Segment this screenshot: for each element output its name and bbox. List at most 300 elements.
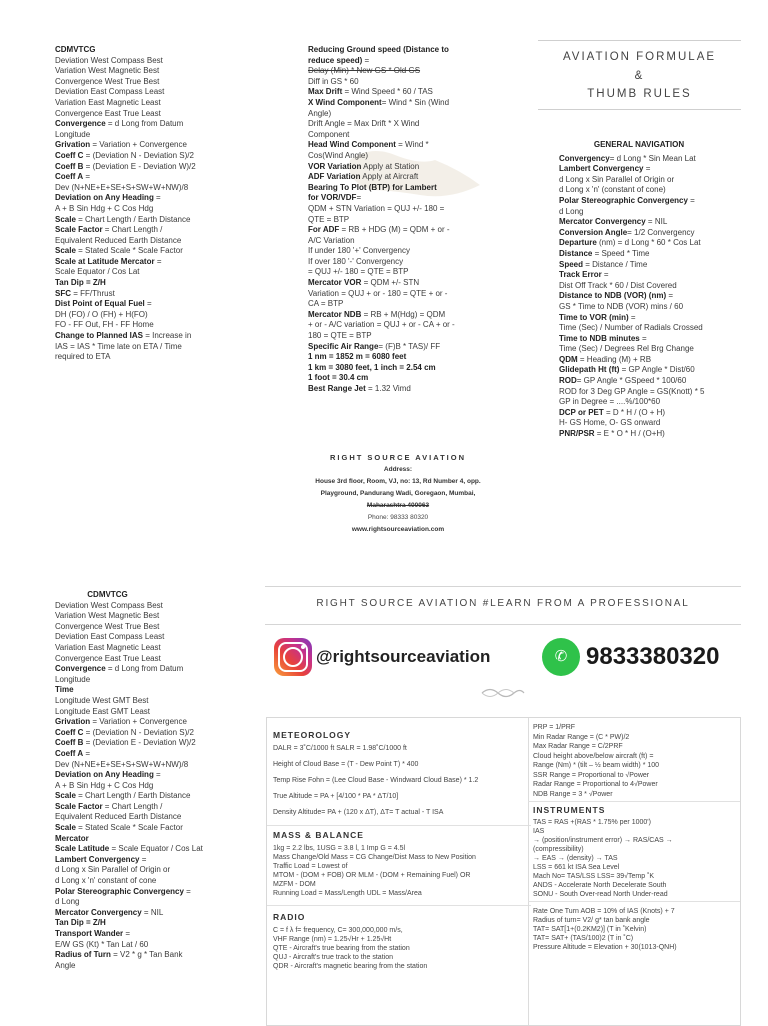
left-top-line (55, 151, 265, 162)
left-bottom-text: = (83, 748, 91, 758)
left-bottom-line (55, 728, 265, 739)
mid-top-text: = QUJ +/- 180 = QTE = BTP (308, 267, 409, 277)
right-top-text: = 1/2 Convergency (627, 227, 695, 237)
mid-top-text: = Wind * Sin (Wind (381, 97, 450, 107)
right-top-text: d Long x Sin Parallel of Origin or (559, 174, 675, 184)
right-top-term: ROD (559, 376, 577, 386)
general-navigation-heading: GENERAL NAVIGATION (593, 140, 685, 149)
left-bottom-text: = Variation + Convergence (90, 717, 187, 727)
right-top-term: Departure (559, 238, 597, 248)
left-top-text: Variation West Magnetic Best (55, 66, 160, 76)
mid-top-term: Mercator NDB (308, 309, 362, 319)
left-bottom-term: Scale Latitude (55, 844, 110, 854)
right-top-text: = (643, 164, 651, 174)
left-bottom-line (55, 961, 265, 972)
left-top-text: DH (FO) / O (FH) + H(FO) (55, 309, 148, 319)
left-bottom-text: Convergence West True Best (55, 621, 160, 631)
meteorology-formula: DALR = 3˚C/1000 ft SALR = 1.98˚C/1000 ft (273, 745, 407, 752)
left-bottom-text: d Long x Sin Parallel of Origin or (55, 865, 171, 875)
left-top-term: Scale (55, 214, 76, 224)
radio-heading: RADIO (273, 912, 306, 922)
right-top-text: d Long (559, 206, 584, 216)
mid-top-text: QTE = BTP (308, 214, 350, 224)
mid-top-line (308, 183, 518, 194)
address-line-3: Maharashtra 400063 (366, 502, 430, 509)
right-top-text: = E * O * H / (O+H) (594, 429, 665, 439)
left-top-line (55, 278, 265, 289)
left-bottom-line (55, 622, 265, 633)
mid-top-line (308, 77, 518, 88)
left-top-line (55, 162, 265, 173)
radio-formula: C = f λ f= frequency, C= 300,000,000 m/s, (273, 927, 403, 934)
left-top-text: = Variation + Convergence (90, 140, 187, 150)
mid-top-text: = QDM +/- STN (361, 278, 420, 288)
mid-top-line (308, 45, 518, 56)
left-bottom-term: Lambert Convergency (55, 854, 140, 864)
left-top-text: = Stated Scale * Scale Factor (75, 246, 183, 256)
left-top-text: = Increase in (143, 331, 192, 341)
right-top-line (559, 185, 744, 196)
left-top-term: CDMVTCG (55, 45, 96, 54)
right-top-line (559, 249, 744, 260)
left-top-line (55, 246, 265, 257)
left-bottom-text: Convergence East True Least (55, 653, 161, 663)
mid-top-text: Component (308, 129, 350, 139)
left-bottom-term: Radius of Turn (55, 950, 111, 960)
instrument-formula: TAS = RAS +(RAS * 1.75% per 1000') (533, 818, 651, 826)
mid-top-line (308, 56, 518, 67)
left-bottom-line (55, 601, 265, 612)
mid-top-line (308, 151, 518, 162)
whatsapp-number[interactable]: 9833380320 (586, 643, 720, 670)
right-top-term: Time to VOR (min) (559, 312, 629, 322)
left-top-term: Coeff A (55, 172, 84, 182)
mid-top-line (308, 278, 518, 289)
left-top-line (55, 183, 265, 194)
left-top-line (55, 267, 265, 278)
right-top-term: Distance to NDB (VOR) (nm) (559, 291, 667, 301)
left-bottom-text: = Chart Length / Earth Distance (75, 791, 191, 801)
radar-formula: Min Radar Range = (C * PW)/2 (533, 733, 630, 741)
mid-top-text: = RB + M(Hdg) = QDM (361, 309, 446, 319)
left-bottom-line (55, 823, 265, 834)
mid-top-text: = Wind * (395, 140, 429, 150)
left-top-text: = d Long from Datum (105, 119, 184, 129)
left-bottom-line (55, 654, 265, 665)
left-top-line (55, 342, 265, 353)
left-top-line (55, 87, 265, 98)
left-top-text: IAS = IAS * Time late on ETA / Time (55, 341, 182, 351)
title-line-3: THUMB RULES (587, 88, 692, 100)
left-top-line (55, 193, 265, 204)
right-top-line (559, 228, 744, 239)
right-top-term: Conversion Angle (559, 227, 628, 237)
right-top-line (559, 270, 744, 281)
left-bottom-line (55, 812, 265, 823)
right-top-line (559, 344, 744, 355)
left-bottom-line (55, 717, 265, 728)
left-top-term: Tan Dip = Z/H (55, 278, 106, 288)
mid-top-line (308, 98, 518, 109)
mid-top-term: Reducing Ground speed (Distance to (308, 45, 449, 54)
left-top-text: Dev (N+NE+E+SE+S+SW+W+NW)/8 (55, 182, 189, 192)
left-bottom-term: Scale (55, 823, 76, 833)
right-top-line (559, 376, 744, 387)
left-top-line (55, 204, 265, 215)
left-top-line (55, 56, 265, 67)
left-bottom-text: Longitude West GMT Best (55, 695, 149, 705)
misc-formula: Rate One Turn AOB = 10% of IAS (Knots) + 7 (533, 907, 675, 915)
meteorology-formula: Density Altitude= PA + (120 x ΔT), ΔT= T actual - T ISA (273, 809, 444, 816)
mid-top-text: Cos(Wind Angle) (308, 150, 369, 160)
mid-top-term: VOR Variation (308, 161, 362, 171)
left-bottom-line (55, 611, 265, 622)
left-bottom-text: d Long x 'n' constant of cone (55, 876, 157, 886)
left-bottom-text: = Scale Equator / Cos Lat (109, 844, 203, 854)
left-top-term: SFC (55, 288, 71, 298)
left-top-term: Coeff C (55, 150, 84, 160)
left-bottom-line (55, 865, 265, 876)
left-top-text: required to ETA (55, 352, 111, 362)
mid-top-text: + or - A/C variation = QUJ + or - CA + or - (308, 320, 455, 330)
right-top-term: QDM (559, 354, 578, 364)
mid-top-text: = (362, 55, 370, 65)
left-bottom-term: Polar Stereographic Convergency (55, 886, 184, 896)
left-bottom-line (55, 940, 265, 951)
left-bottom-line (55, 770, 265, 781)
mass-balance-heading: MASS & BALANCE (273, 830, 364, 840)
mid-top-term: Max Drift (308, 87, 343, 97)
instagram-block[interactable] (274, 636, 490, 678)
left-bottom-text: Deviation West Compass Best (55, 600, 163, 610)
radar-formula: PRP = 1/PRF (533, 724, 576, 731)
mid-top-line (308, 384, 518, 395)
left-bottom-term: Coeff B (55, 738, 84, 748)
mid-top-line (308, 257, 518, 268)
radio-formula: QDR - Aircraft's magnetic bearing from the station (273, 963, 428, 970)
instrument-formula: → EAS → (density) → TAS (533, 854, 618, 862)
meteorology-formula: Temp Rise Fohn = (Lee Cloud Base - Windward Cloud Base) * 1.2 (273, 777, 479, 784)
address-label: Address: (383, 466, 413, 473)
mid-top-term: Mercator VOR (308, 278, 362, 288)
left-bottom-line (55, 876, 265, 887)
left-top-line (55, 289, 265, 300)
left-bottom-term: Convergence (55, 664, 106, 674)
mass-balance-formula: Running Load = Mass/Length UDL = Mass/Area (273, 890, 422, 897)
left-top-line (55, 45, 265, 56)
mid-top-text: Angle) (308, 108, 332, 118)
left-bottom-line (55, 887, 265, 898)
right-top-text: = Heading (M) + RB (577, 354, 652, 364)
left-bottom-text: = (139, 854, 147, 864)
right-top-line (559, 387, 744, 398)
misc-formula: Radius of turn= V2/ g* tan bank angle (533, 916, 650, 924)
right-top-text: = D * H / (O + H) (603, 407, 666, 417)
left-bottom-line (55, 707, 265, 718)
mid-top-term: Bearing To Plot (BTP) for Lambert (308, 182, 437, 192)
meteorology-formula: Height of Cloud Base = (T - Dew Point T) * 400 (273, 761, 419, 768)
left-top-text: = (Deviation E - Deviation W)/2 (83, 161, 196, 171)
mid-top-line (308, 236, 518, 247)
divider-bottom (265, 624, 741, 625)
left-bottom-term: Scale Factor (55, 801, 103, 811)
right-top-term: Lambert Convergency (559, 164, 644, 174)
right-top-term: Polar Stereographic Convergency (559, 195, 688, 205)
left-bottom-term: Mercator Convergency (55, 907, 142, 917)
left-top-line (55, 257, 265, 268)
title-line-1: AVIATION FORMULAE (562, 51, 717, 63)
left-bottom-text: = (123, 929, 131, 938)
right-top-line (559, 302, 744, 313)
right-top-line (559, 164, 744, 175)
mid-top-line (308, 66, 518, 77)
right-top-text: = d Long * Sin Mean Lat (609, 153, 696, 163)
instagram-handle[interactable]: @rightsourceaviation (316, 647, 491, 666)
mid-top-line (308, 342, 518, 353)
left-bottom-text: = (Deviation E - Deviation W)/2 (83, 738, 196, 748)
right-top-line (559, 291, 744, 302)
left-bottom-text: Dev (N+NE+E+SE+S+SW+W+NW)/8 (55, 759, 189, 769)
left-bottom-term: Tan Dip = Z/H (55, 918, 106, 928)
right-top-text: = NIL (645, 217, 668, 227)
left-top-text: = Chart Length / Earth Distance (75, 214, 191, 224)
right-top-column (559, 140, 744, 440)
mid-top-text: CA = BTP (308, 299, 344, 309)
misc-formula: TAT= SAT+ (TAS/100)2 (T in ˚C) (533, 934, 634, 942)
left-top-term: Scale (55, 246, 76, 256)
company-website[interactable]: www.rightsourceaviation.com (351, 526, 445, 533)
left-bottom-text: Longitude East GMT Least (55, 706, 151, 716)
right-top-line (559, 217, 744, 228)
mid-top-line (308, 109, 518, 120)
right-top-text: = Speed * Time (592, 248, 650, 258)
company-phone: Phone: 98333 80320 (367, 514, 429, 521)
left-top-text: = (153, 193, 161, 203)
left-top-text: = (144, 299, 152, 309)
mid-top-text: Delay (Min) * New GS * Old GS (308, 66, 421, 76)
left-top-line (55, 236, 265, 247)
right-top-line (559, 355, 744, 366)
radio-formula: QTE - Aircraft's true bearing from the station (273, 945, 410, 952)
right-top-line (559, 154, 744, 165)
mid-top-term: for VOR/VDF (308, 193, 357, 203)
mass-balance-formula: 1kg = 2.2 lbs, 1USG = 3.8 l, 1 Imp G = 4.5l (273, 845, 406, 852)
left-bottom-line (55, 590, 160, 601)
mid-top-line (308, 310, 518, 321)
mid-top-term: Head Wind Component (308, 140, 396, 150)
mid-top-text: QDM + STN Variation = QUJ +/- 180 = (308, 203, 445, 213)
right-top-term: Convergency (559, 153, 610, 163)
radar-formula: NDB Range = 3 * √Power (533, 790, 613, 798)
mid-top-text: Diff in GS * 60 (308, 76, 359, 86)
right-top-text: = Distance / Time (583, 259, 648, 269)
left-bottom-text: Variation East Magnetic Least (55, 642, 161, 652)
meteorology-heading: METEOROLOGY (273, 730, 352, 740)
mid-top-line (308, 87, 518, 98)
left-bottom-term: CDMVTCG (87, 590, 128, 599)
right-top-term: Time to NDB minutes (559, 333, 640, 343)
right-top-text: Time (Sec) / Degrees Rel Brg Change (559, 344, 694, 354)
mid-top-text: = Wind Speed * 60 / TAS (342, 87, 433, 97)
radio-formula: QUJ - Aircraft's true track to the station (273, 954, 393, 961)
left-top-text: = Chart Length / (102, 225, 163, 235)
left-bottom-term: Time (55, 685, 74, 695)
mid-top-term: Best Range Jet (308, 384, 366, 393)
left-top-text: A + B Sin Hdg + C Cos Hdg (55, 203, 154, 213)
mid-top-term: 1 km = 3080 feet, 1 inch = 2.54 cm (308, 362, 436, 372)
left-bottom-line (55, 950, 265, 961)
middle-top-column (308, 45, 518, 395)
left-bottom-line (55, 781, 265, 792)
left-bottom-term: Mercator (55, 833, 89, 843)
left-bottom-line (55, 908, 265, 919)
mid-top-term: For ADF (308, 225, 340, 235)
left-top-term: Coeff B (55, 161, 84, 171)
right-top-line (559, 238, 744, 249)
mid-top-line (308, 299, 518, 310)
mid-top-text: = 1.32 Vimd (365, 384, 411, 393)
left-bottom-text: = d Long from Datum (105, 664, 184, 674)
left-bottom-line (55, 738, 265, 749)
whatsapp-block[interactable] (542, 636, 719, 678)
ornament-icon (478, 686, 526, 700)
left-bottom-text: Angle (55, 960, 76, 970)
misc-formula: Pressure Altitude = Elevation + 30(1013-QNH) (533, 943, 677, 951)
right-top-line (559, 323, 744, 334)
mid-top-text: If over 180 '-' Convergency (308, 256, 404, 266)
mid-top-text: Apply at Station (361, 161, 420, 171)
title-box (538, 40, 741, 110)
instrument-formula: Mach No= TAS/LSS LSS= 39√Temp ˚K (533, 872, 655, 880)
mid-top-text: = (F)B * TAS)/ FF (378, 341, 441, 351)
left-bottom-line (55, 844, 265, 855)
left-bottom-line (55, 834, 265, 845)
mass-balance-formula: Traffic Load = Lowest of (273, 863, 348, 870)
right-top-line (559, 196, 744, 207)
left-top-text: Deviation East Compass Least (55, 87, 165, 97)
left-top-line (55, 66, 265, 77)
mass-balance-formula: Mass Change/Old Mass = CG Change/Dist Mass to New Position (273, 854, 476, 861)
right-top-line (559, 334, 744, 345)
instrument-formula: ANDS - Accelerate North Decelerate South (533, 881, 667, 889)
right-top-term: Speed (559, 259, 584, 269)
right-top-text: H- GS Home, O- GS onward (559, 418, 661, 428)
left-top-text: FO - FF Out, FH - FF Home (55, 320, 154, 330)
mid-top-term: ADF Variation (308, 172, 361, 182)
left-bottom-line (55, 918, 265, 929)
left-bottom-text: Variation West Magnetic Best (55, 611, 160, 621)
right-top-term: Track Error (559, 270, 602, 280)
left-top-text: Convergence East True Least (55, 108, 161, 118)
mid-top-term: Specific Air Range (308, 341, 379, 351)
left-top-line (55, 352, 265, 363)
tagline: RIGHT SOURCE AVIATION #LEARN FROM A PROFESSIONAL (316, 598, 690, 609)
right-top-text: Time (Sec) / Number of Radials Crossed (559, 323, 703, 333)
mid-top-text: = (356, 193, 362, 203)
left-top-line (55, 320, 265, 331)
left-bottom-term: Transport Wander (55, 929, 124, 938)
left-bottom-text: = NIL (141, 907, 164, 917)
left-top-line (55, 119, 265, 130)
mid-top-line (308, 119, 518, 130)
left-top-line (55, 310, 265, 321)
left-bottom-line (55, 760, 265, 771)
right-top-line (559, 365, 744, 376)
right-top-term: Glidepath Ht (ft) (559, 365, 620, 375)
mid-top-text: = RB + HDG (M) = QDM + or - (339, 225, 450, 235)
radar-formula: Radar Range = Proportional to 4√Power (533, 781, 658, 788)
left-bottom-line (55, 675, 265, 686)
mid-top-line (308, 246, 518, 257)
mid-top-line (308, 193, 518, 204)
mid-top-line (308, 140, 518, 151)
left-top-line (55, 109, 265, 120)
right-top-line (559, 408, 744, 419)
company-block (298, 452, 498, 536)
mid-top-line (308, 267, 518, 278)
right-top-line (559, 281, 744, 292)
instrument-formula: → (position/instrument error) → RAS/CAS → (533, 836, 673, 844)
left-bottom-line (55, 897, 265, 908)
left-top-line (55, 140, 265, 151)
misc-formula: TAT= SAT[1+(0.2KM2)] (T in ˚Kelvin) (533, 925, 647, 933)
left-bottom-term: Deviation on Any Heading (55, 770, 154, 780)
mid-top-line (308, 352, 518, 363)
mid-top-text: 180 = QTE = BTP (308, 331, 372, 341)
left-top-term: Change to Planned IAS (55, 331, 144, 341)
left-top-text: Convergence West True Best (55, 76, 160, 86)
left-bottom-line (55, 696, 265, 707)
left-bottom-text: = Chart Length / (102, 801, 163, 811)
instruments-heading: INSTRUMENTS (533, 804, 606, 815)
left-top-line (55, 98, 265, 109)
left-bottom-text: = (153, 770, 161, 780)
left-top-text: = (Deviation N - Deviation S)/2 (83, 150, 194, 160)
left-top-line (55, 215, 265, 226)
right-top-line (559, 397, 744, 408)
right-top-term: Mercator Convergency (559, 217, 646, 227)
radar-formula: Max Radar Range = C/2PRF (533, 743, 623, 750)
right-top-text: ROD for 3 Deg GP Angle = GS(Knott) * 5 (559, 386, 705, 396)
mid-top-line (308, 215, 518, 226)
title-line-2: & (634, 69, 645, 82)
radar-formula: Cloud height above/below aircraft (ft) = (533, 752, 654, 760)
right-top-text: GP in Degree = ....%/100*60 (559, 397, 661, 407)
left-top-term: Grivation (55, 140, 91, 150)
right-top-term: PNR/PSR (559, 429, 595, 439)
left-top-term: Deviation on Any Heading (55, 193, 154, 203)
mid-top-line (308, 130, 518, 141)
right-top-text: = (601, 270, 609, 280)
left-bottom-line (55, 749, 265, 760)
left-bottom-term: Coeff C (55, 727, 84, 737)
right-top-term: DCP or PET (559, 407, 604, 417)
right-top-text: GS * Time to NDB (VOR) mins / 60 (559, 301, 684, 311)
left-bottom-text: = Stated Scale * Scale Factor (75, 823, 183, 833)
mid-top-text: Drift Angle = Max Drift * X Wind (308, 119, 420, 129)
left-bottom-text: d Long (55, 897, 80, 907)
mid-top-line (308, 172, 518, 183)
left-bottom-text: = (Deviation N - Deviation S)/2 (83, 727, 194, 737)
panel-right (533, 718, 738, 953)
left-top-line (55, 172, 265, 183)
panel-divider (528, 718, 529, 1025)
left-bottom-line (55, 791, 265, 802)
mid-top-term: X Wind Component (308, 97, 382, 107)
left-bottom-column (55, 590, 265, 971)
right-top-text: = GP Angle * GSpeed * 100/60 (576, 376, 687, 386)
mid-top-line (308, 373, 518, 384)
